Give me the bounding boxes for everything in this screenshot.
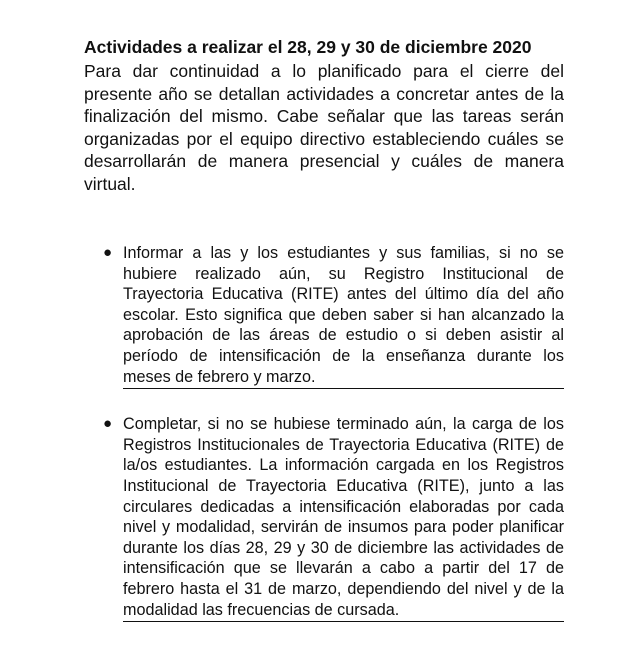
- activity-list: [84, 243, 564, 620]
- bullet-icon: ●: [103, 244, 113, 261]
- underline-divider: [123, 388, 564, 389]
- list-item-text: Informar a las y los estudiantes y sus familias, si no se hubiere realizado aún, su Registro Institucional de Trayectoria Educativa (RITE) antes del último día del año escolar. Esto significa que deben saber si han alcanzado la aprobación de las áreas de estudio o si deben asistir al período de intensificación de la enseñanza durante los meses de febrero y marzo.: [123, 244, 564, 386]
- document-page: [84, 37, 564, 620]
- bullet-icon: ●: [103, 415, 113, 433]
- list-item: [84, 414, 564, 620]
- section-heading: Actividades a realizar el 28, 29 y 30 de diciembre 2020: [84, 37, 532, 57]
- list-item: [84, 243, 564, 387]
- intro-paragraph: Para dar continuidad a lo planificado para el cierre del presente año se detallan actividades a concretar antes de la finalización del mismo. Cabe señalar que las tareas serán organizadas por el equipo directivo estableciendo cuáles se desarrollarán de manera presencial y cuáles de manera virtual.: [84, 61, 564, 194]
- list-item-text: Completar, si no se hubiese terminado aún, la carga de los Registros Institucionales de Trayectoria Educativa (RITE) de la/os estudiantes. La información cargada en los Registros Institucional de Trayectoria Educativa (RITE), junto a las circulares dedicadas a intensificación elaboradas por cada nivel y modalidad, servirán de insumos para poder planificar durante los días 28, 29 y 30 de diciembre las actividades de intensificación que se llevarán a cabo a partir del 17 de febrero hasta el 31 de marzo, dependiendo del nivel y de la modalidad las frecuencias de cursada.: [123, 415, 564, 619]
- underline-divider: [123, 621, 564, 622]
